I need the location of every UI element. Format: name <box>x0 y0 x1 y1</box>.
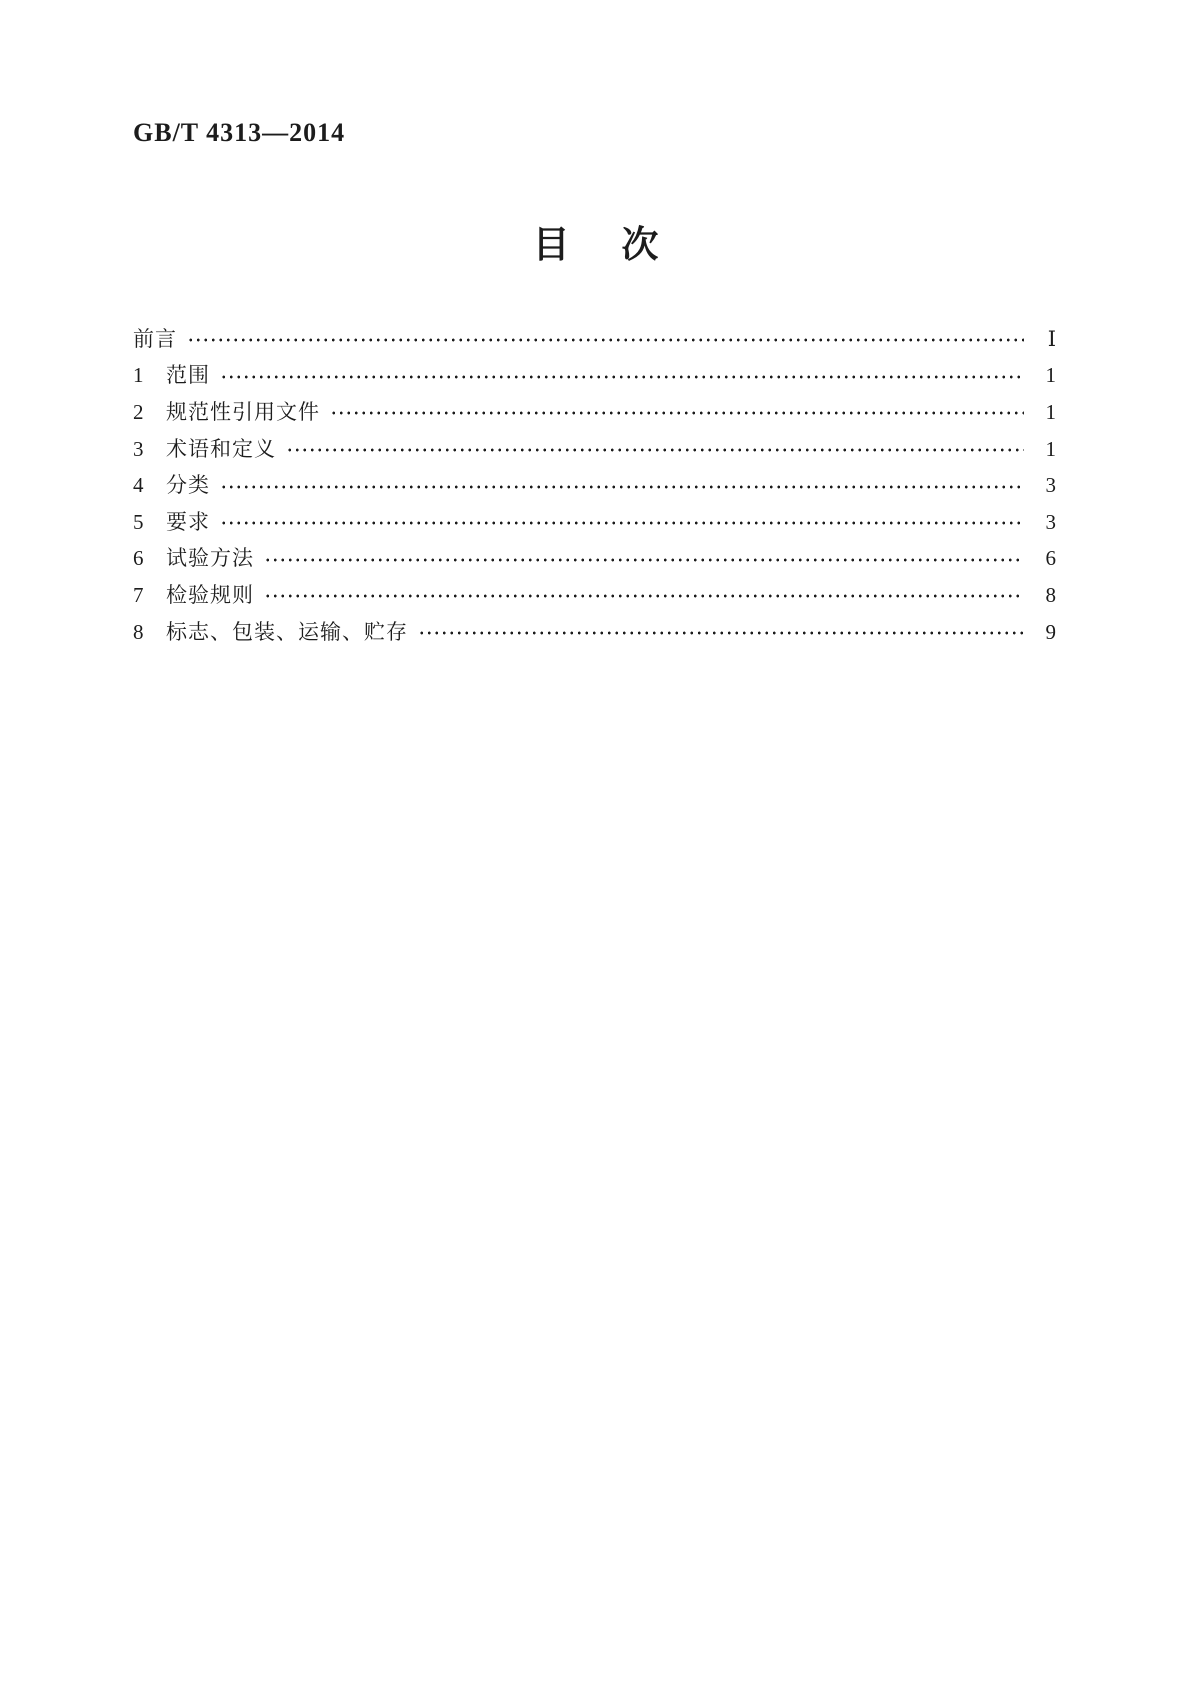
standard-number: GB/T 4313—2014 <box>133 118 346 147</box>
toc-leader-dots <box>418 630 1024 636</box>
toc-entry <box>133 321 1056 358</box>
toc-entry <box>133 614 1056 651</box>
toc-entry-label: 标志、包装、运输、贮存 <box>166 619 408 644</box>
toc-entry <box>133 577 1056 614</box>
toc-entry-number: 8 <box>133 619 144 644</box>
toc-leader-dots <box>330 410 1024 416</box>
toc-entry <box>133 467 1056 504</box>
toc-entry-number: 1 <box>133 363 144 388</box>
toc-entry-number: 3 <box>133 436 144 461</box>
page-title <box>0 214 1191 268</box>
toc-entry-number: 5 <box>133 509 144 534</box>
toc-entry-page: 1 <box>1045 436 1056 461</box>
toc-entry-page: 3 <box>1045 473 1056 498</box>
toc-entry <box>133 504 1056 541</box>
toc-entry <box>133 358 1056 395</box>
toc-entry-number: 2 <box>133 399 144 424</box>
toc-entry-page: Ⅰ <box>1047 326 1056 351</box>
toc-entry-label: 试验方法 <box>166 546 254 571</box>
toc-entry-number: 4 <box>133 473 144 498</box>
toc-entry <box>133 431 1056 468</box>
toc-leader-dots <box>220 484 1024 490</box>
toc-entry <box>133 541 1056 578</box>
toc-entry-page: 3 <box>1045 509 1056 534</box>
toc-leader-dots <box>187 337 1024 343</box>
toc-leader-dots <box>264 557 1024 563</box>
toc-entry-number: 6 <box>133 546 144 571</box>
toc-entry-label: 规范性引用文件 <box>166 399 320 424</box>
toc-leader-dots <box>220 520 1024 526</box>
toc-entry-label: 前言 <box>133 326 177 351</box>
table-of-contents <box>133 321 1056 650</box>
toc-entry-label: 要求 <box>166 509 210 534</box>
toc-leader-dots <box>264 593 1024 599</box>
toc-entry-number: 7 <box>133 582 144 607</box>
toc-entry-page: 8 <box>1045 582 1056 607</box>
toc-entry-page: 6 <box>1045 546 1056 571</box>
toc-entry <box>133 394 1056 431</box>
toc-entry-page: 1 <box>1045 363 1056 388</box>
toc-leader-dots <box>286 447 1024 453</box>
toc-entry-page: 1 <box>1045 399 1056 424</box>
page-title-text: 目次 <box>532 224 711 265</box>
toc-entry-label: 检验规则 <box>166 582 254 607</box>
toc-entry-label: 范围 <box>166 363 210 388</box>
toc-entry-page: 9 <box>1045 619 1056 644</box>
toc-entry-label: 术语和定义 <box>166 436 276 461</box>
toc-entry-label: 分类 <box>166 473 210 498</box>
toc-leader-dots <box>220 374 1024 380</box>
